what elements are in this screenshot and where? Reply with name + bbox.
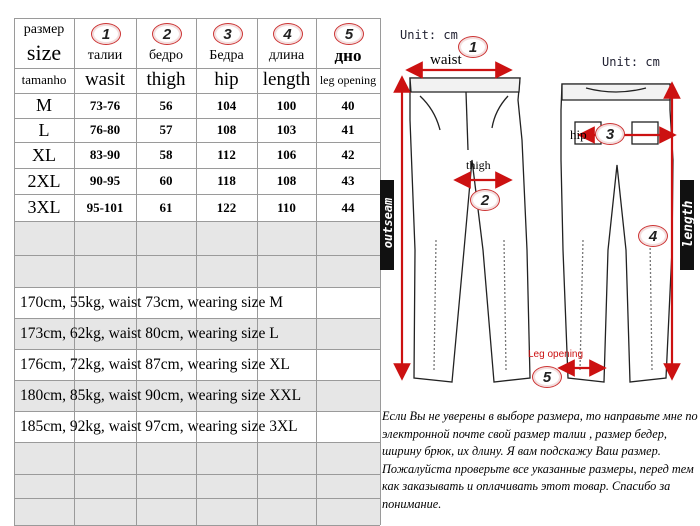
cell-length: 100: [276, 97, 297, 113]
cell-waist: 73-76: [89, 97, 121, 113]
thigh-label: thigh: [466, 158, 491, 172]
header-en-4: length: [262, 69, 311, 90]
grid-line: [14, 255, 380, 256]
size-chart-table: [14, 18, 380, 525]
cell-waist: 95-101: [86, 199, 124, 215]
cell-leg: 43: [341, 173, 355, 188]
cell-leg: 41: [341, 122, 355, 137]
cell-size: XL: [32, 144, 56, 165]
wearing-example: 170cm, 55kg, waist 73cm, wearing size M: [20, 294, 284, 311]
waist-label: waist: [430, 52, 462, 68]
cell-thigh: 57: [159, 122, 173, 137]
cell-leg: 44: [341, 199, 355, 215]
shaded-row: [14, 474, 380, 498]
header-ru-2: бедро: [148, 48, 184, 63]
cell-leg: 42: [341, 147, 355, 162]
badge-3: 3: [595, 123, 625, 145]
cell-size: 2XL: [27, 170, 61, 191]
badge-5: 5: [532, 366, 562, 388]
cell-size: M: [35, 95, 52, 115]
badge-4: 4: [638, 225, 668, 247]
header-en-3: hip: [214, 69, 239, 90]
header-badge-1: 1: [91, 23, 121, 45]
unit-label-front: Unit: cm: [400, 28, 458, 42]
grid-line: [14, 442, 380, 443]
pants-diagram: [380, 0, 700, 400]
cell-hip: 112: [217, 147, 236, 162]
cell-size: 3XL: [27, 197, 61, 217]
cell-waist: 83-90: [89, 147, 121, 162]
header-ru-4: длина: [268, 48, 305, 63]
header-ru-1: талии: [87, 48, 123, 63]
cell-hip: 122: [216, 199, 237, 215]
header-ru-3: Бедра: [209, 48, 244, 63]
shaded-row: [14, 442, 380, 474]
grid-line: [14, 474, 380, 475]
cell-length: 106: [276, 147, 297, 162]
header-badge-3: 3: [213, 23, 243, 45]
cell-thigh: 60: [159, 173, 173, 188]
header-badge-2: 2: [152, 23, 182, 45]
cell-length: 108: [276, 173, 297, 188]
leg-opening-label: Leg opening: [528, 349, 584, 360]
size-advice-note: Если Вы не уверены в выборе размера, то направьте мне по электронной почте свой размер талии , размер бедер, ширину брюк, их длину. Я вам подскажу Ваш размер. Пожалуйста проверьте все указанные размеры, перед тем как заказывать и оплачивать этот товар. Спасибо за понимание.: [382, 409, 698, 511]
wearing-example: 180cm, 85kg, waist 90cm, wearing size XXL: [20, 387, 302, 404]
grid-line: [14, 498, 380, 499]
cell-thigh: 61: [159, 199, 173, 215]
shaded-row: [14, 255, 380, 287]
cell-waist: 90-95: [89, 173, 121, 188]
header-ru-size: размер: [23, 22, 65, 37]
cell-length: 103: [276, 122, 297, 137]
length-label: length: [681, 200, 696, 248]
cell-waist: 76-80: [89, 122, 121, 137]
wearing-example: 185cm, 92kg, waist 97cm, wearing size 3XL: [20, 418, 298, 435]
wearing-example: 176cm, 72kg, waist 87cm, wearing size XL: [20, 356, 290, 373]
grid-line: [14, 221, 380, 222]
cell-length: 110: [277, 199, 296, 215]
header-badge-4: 4: [273, 23, 303, 45]
cell-leg: 40: [341, 97, 355, 113]
cell-thigh: 58: [159, 147, 173, 162]
header-pt-size: tamanho: [21, 72, 67, 87]
cell-size: L: [38, 119, 50, 140]
cell-thigh: 56: [159, 97, 173, 113]
shaded-row: [14, 221, 380, 255]
cell-hip: 108: [216, 122, 237, 137]
cell-hip: 104: [216, 97, 237, 113]
unit-label-back: Unit: cm: [602, 55, 660, 69]
grid-line: [14, 18, 380, 19]
cell-hip: 118: [217, 173, 236, 188]
shaded-row: [14, 498, 380, 525]
header-en-5: leg opening: [319, 72, 377, 87]
badge-1: 1: [458, 36, 488, 58]
front-pants-icon: [410, 78, 530, 382]
badge-2: 2: [470, 189, 500, 211]
header-en-size: size: [26, 40, 62, 65]
header-ru-5: дно: [334, 46, 362, 65]
header-en-2: thigh: [146, 69, 186, 90]
hip-label: hip: [570, 127, 587, 142]
header-badge-5: 5: [334, 23, 364, 45]
wearing-example: 173cm, 62kg, waist 80cm, wearing size L: [20, 325, 279, 342]
outseam-label: outseam: [381, 197, 395, 249]
header-en-1: wasit: [84, 69, 126, 90]
